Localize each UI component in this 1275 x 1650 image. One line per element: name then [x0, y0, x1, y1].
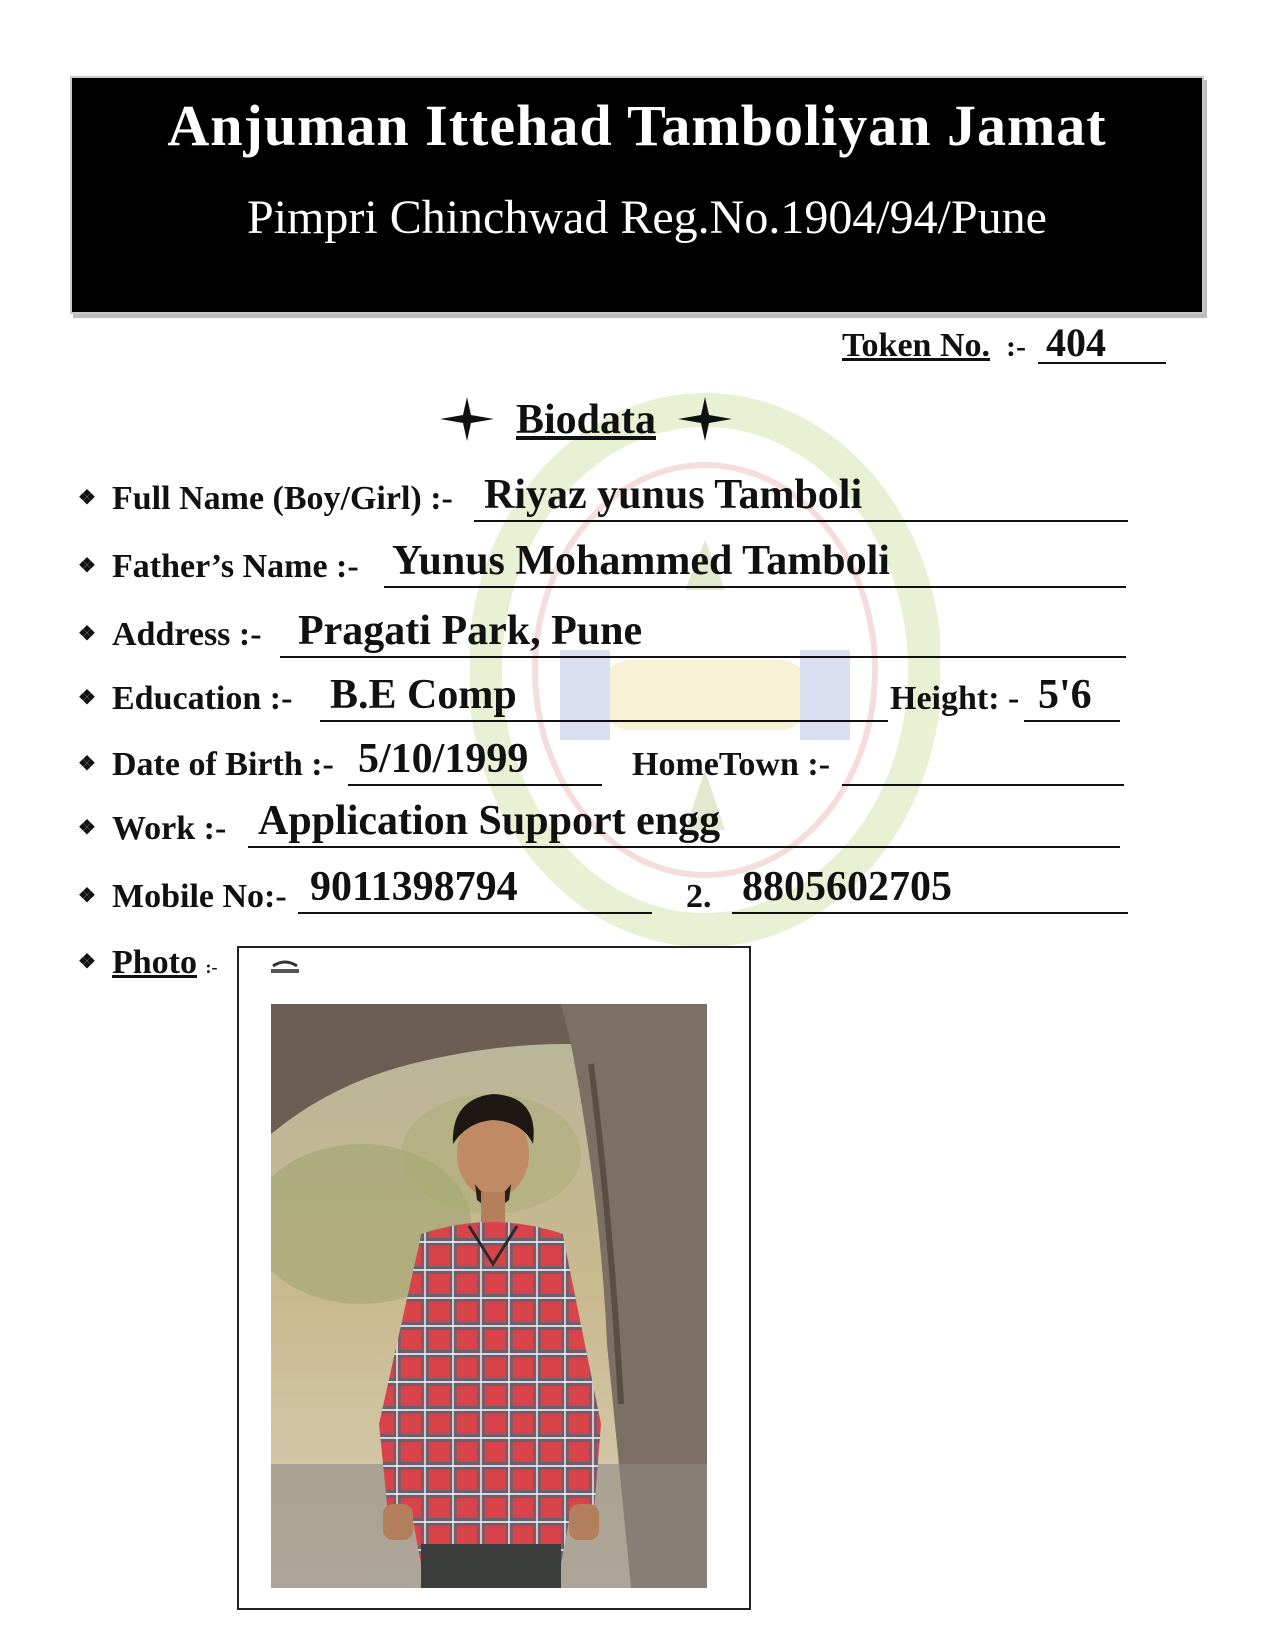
bullet-icon: ❖	[78, 622, 96, 645]
height-field	[1024, 672, 1120, 722]
photo-frame	[237, 946, 751, 1610]
mobile-field	[298, 864, 652, 914]
mobile-row	[78, 864, 1208, 922]
photo-row	[78, 944, 218, 982]
dob-value: 5/10/1999	[358, 736, 529, 782]
education-row	[78, 672, 1208, 724]
full-name-value: Riyaz yunus Tamboli	[484, 472, 863, 518]
hometown-label: HomeTown :-	[632, 746, 831, 783]
bullet-icon: ❖	[78, 884, 96, 907]
address-value: Pragati Park, Pune	[298, 608, 643, 654]
bullet-icon: ❖	[78, 950, 96, 973]
height-value: 5'6	[1038, 672, 1092, 718]
work-value: Application Support engg	[258, 798, 721, 844]
four-point-star-icon	[440, 397, 494, 441]
work-field	[248, 798, 1120, 848]
scan-mark-icon	[269, 960, 301, 974]
bullet-icon: ❖	[78, 486, 96, 509]
mobile2-value: 8805602705	[742, 864, 952, 910]
biodata-title: Biodata	[516, 397, 657, 443]
full-name-row	[78, 472, 1208, 524]
four-point-star-icon	[678, 397, 732, 441]
father-name-label: Father’s Name :-	[112, 548, 359, 585]
education-field	[320, 672, 888, 722]
biodata-heading	[440, 396, 732, 445]
bullet-icon: ❖	[78, 554, 96, 577]
father-name-row	[78, 538, 1208, 592]
dob-row	[78, 736, 1208, 790]
hometown-field	[842, 742, 1124, 786]
address-field	[280, 608, 1126, 658]
work-label: Work :-	[112, 810, 227, 847]
work-row	[78, 798, 1208, 854]
mobile2-label: 2.	[686, 878, 712, 915]
address-label: Address :-	[112, 616, 262, 653]
address-row	[78, 608, 1208, 660]
dob-field	[348, 736, 602, 786]
photo-label-suffix: :-	[205, 957, 218, 977]
height-label: Height: -	[890, 680, 1020, 717]
token-value: 404	[1038, 324, 1166, 364]
mobile-value: 9011398794	[310, 864, 518, 910]
token-label: Token No.	[842, 327, 991, 364]
dob-label: Date of Birth :-	[112, 746, 334, 783]
full-name-field	[474, 472, 1128, 522]
bullet-icon: ❖	[78, 686, 96, 709]
father-name-value: Yunus Mohammed Tamboli	[392, 538, 890, 584]
header-banner	[72, 78, 1202, 312]
education-value: B.E Comp	[330, 672, 517, 718]
mobile-label: Mobile No:-	[112, 878, 287, 915]
father-name-field	[384, 538, 1126, 588]
bullet-icon: ❖	[78, 816, 96, 839]
bullet-icon: ❖	[78, 752, 96, 775]
organization-registration: Pimpri Chinchwad Reg.No.1904/94/Pune	[247, 191, 1047, 244]
photo-label: Photo	[112, 944, 197, 981]
mobile2-field	[732, 864, 1128, 914]
full-name-label: Full Name (Boy/Girl) :-	[112, 480, 453, 517]
organization-name: Anjuman Ittehad Tamboliyan Jamat	[167, 93, 1107, 158]
education-label: Education :-	[112, 680, 293, 717]
token-separator: :-	[1006, 330, 1027, 363]
token-number	[842, 320, 1166, 365]
person-photo	[271, 1004, 707, 1588]
